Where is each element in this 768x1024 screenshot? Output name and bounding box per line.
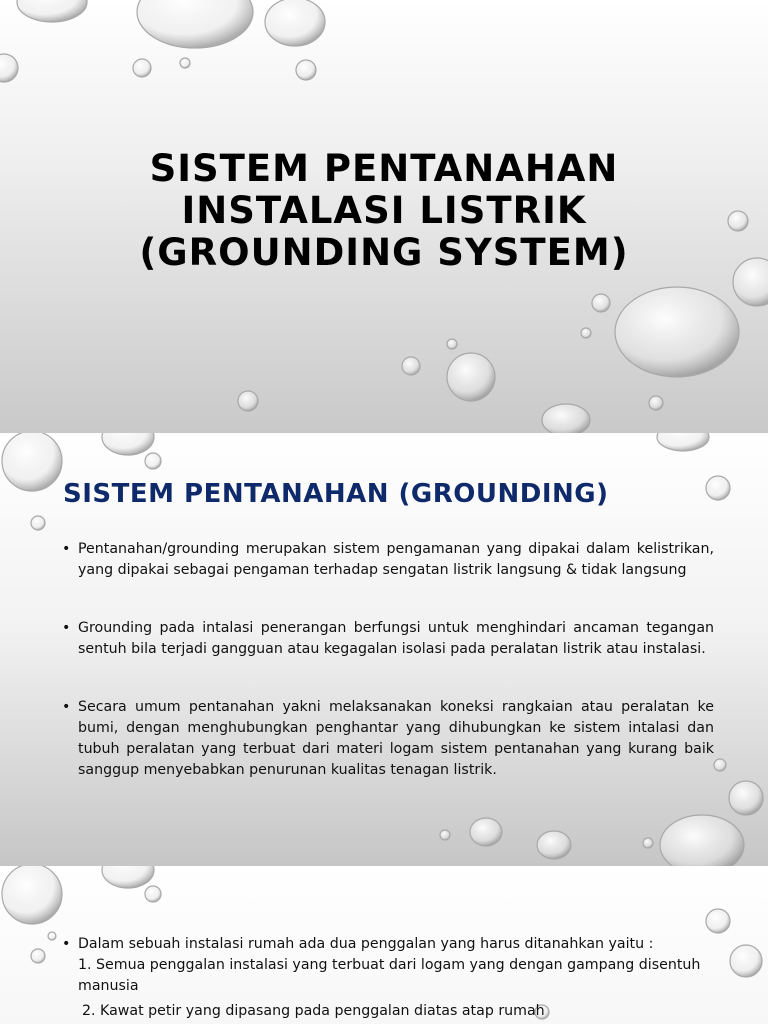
title-slide	[0, 0, 768, 433]
list-item: • Secara umum pentanahan yakni melaksanakan koneksi rangkaian atau peralatan ke bumi, dengan menghubungkan penghantar yang dihubungkan ke sistem intalasi dan tubuh peralatan yang terbuat dari materi logam sistem pentanahan yang kurang baik sanggup menyebabkan penurunan kualitas tenagan listrik.	[62, 697, 714, 781]
bullet-list	[62, 539, 714, 818]
sub-item-1: 1. Semua penggalan instalasi yang terbuat dari logam yang dengan gampang disentuh manusia	[78, 957, 701, 994]
list-item	[62, 934, 714, 1022]
title-line-1: SISTEM PENTANAHAN	[149, 147, 619, 190]
bullet-list	[62, 934, 714, 1022]
content-slide-grounding	[0, 433, 768, 866]
title-line-3: (GROUNDING SYSTEM)	[139, 231, 629, 274]
title-line-2: INSTALASI LISTRIK	[181, 189, 587, 232]
bullet-intro: Dalam sebuah instalasi rumah ada dua penggalan yang harus ditanahkan yaitu :	[78, 936, 654, 952]
sub-item-2: 2. Kawat petir yang dipasang pada penggalan diatas atap rumah	[82, 1003, 545, 1019]
slide-title	[0, 148, 768, 274]
list-item: • Grounding pada intalasi penerangan berfungsi untuk menghindari ancaman tegangan sentuh bila terjadi gangguan atau kegagalan isolasi pada peralatan listrik atau instalasi.	[62, 618, 714, 660]
list-item: • Pentanahan/grounding merupakan sistem pengamanan yang dipakai dalam kelistrikan, yang dipakai sebagai pengaman terhadap sengatan listrik langsung & tidak langsung	[62, 539, 714, 581]
content-slide-grounded-parts	[0, 866, 768, 1024]
slide-heading: SISTEM PENTANAHAN (GROUNDING)	[63, 479, 609, 509]
